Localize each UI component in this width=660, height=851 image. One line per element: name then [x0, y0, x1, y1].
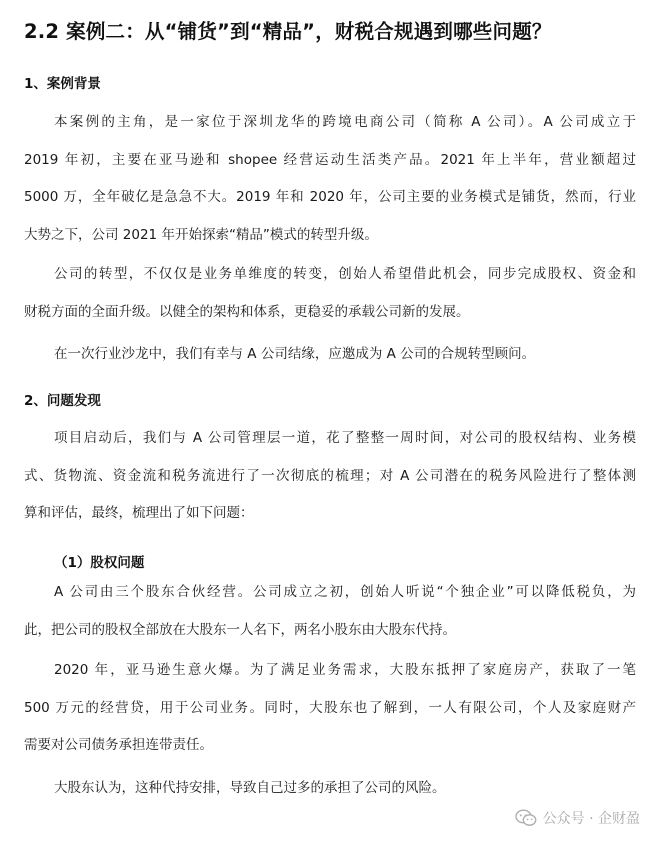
article-title: 2.2 案例二：从“铺货”到“精品”，财税合规遇到哪些问题？: [24, 20, 552, 43]
paragraph-background-1: [24, 104, 636, 254]
text-line: 此，把公司的股权全部放在大股东一人名下，两名小股东由大股东代持。: [24, 621, 456, 638]
wechat-icon: [515, 809, 537, 827]
text-line: 式、货物流、资金流和税务流进行了一次彻底的梳理；对 A 公司潜在的税务风险进行了整体测: [24, 467, 636, 484]
subsection-heading-equity: （1）股权问题: [54, 555, 145, 571]
section-heading-background: 1、案例背景: [24, 76, 101, 92]
text-line: 5000 万，全年破亿是急急不大。2019 年和 2020 年，公司主要的业务模式是铺货，然而，行业: [24, 189, 636, 205]
text-line: 2020 年，亚马逊生意火爆。为了满足业务需求，大股东抵押了家庭房产，获取了一笔: [54, 662, 636, 678]
paragraph-equity-3: [24, 770, 636, 808]
paragraph-equity-2: [24, 652, 636, 765]
text-line: 在一次行业沙龙中，我们有幸与 A 公司结缘，应邀成为 A 公司的合规转型顾问。: [54, 346, 536, 362]
paragraph-background-2: [24, 256, 636, 331]
text-line: 需要对公司债务承担连带责任。: [24, 737, 213, 753]
text-line: 财税方面的全面升级。以健全的架构和体系，更稳妥的承载公司新的发展。: [24, 303, 470, 320]
text-line: 大势之下，公司 2021 年开始探索“精品”模式的转型升级。: [24, 226, 378, 243]
paragraph-problems-1: [24, 420, 636, 533]
paragraph-background-3: [24, 336, 636, 374]
text-line: 2019 年初，主要在亚马逊和 shopee 经营运动生活类产品。2021 年上半年，营业额超过: [24, 151, 636, 168]
text-line: 项目启动后，我们与 A 公司管理层一道，花了整整一周时间，对公司的股权结构、业务模: [54, 430, 636, 446]
text-line: A 公司由三个股东合伙经营。公司成立之初，创始人听说“个独企业”可以降低税负，为: [54, 584, 636, 600]
text-line: 本案例的主角，是一家位于深圳龙华的跨境电商公司（简称 A 公司）。A 公司成立于: [54, 114, 636, 130]
text-line: 500 万元的经营贷，用于公司业务。同时，大股东也了解到，一人有限公司，个人及家庭财产: [24, 699, 636, 716]
text-line: 算和评估，最终，梳理出了如下问题：: [24, 505, 254, 521]
watermark: [515, 808, 640, 828]
section-heading-problems: 2、问题发现: [24, 393, 101, 409]
paragraph-equity-1: [24, 574, 636, 649]
text-line: 公司的转型，不仅仅是业务单维度的转变，创始人希望借此机会，同步完成股权、资金和: [54, 266, 636, 282]
watermark-text: 公众号 · 企财盈: [542, 811, 640, 827]
text-line: 大股东认为，这种代持安排，导致自己过多的承担了公司的风险。: [54, 780, 446, 796]
